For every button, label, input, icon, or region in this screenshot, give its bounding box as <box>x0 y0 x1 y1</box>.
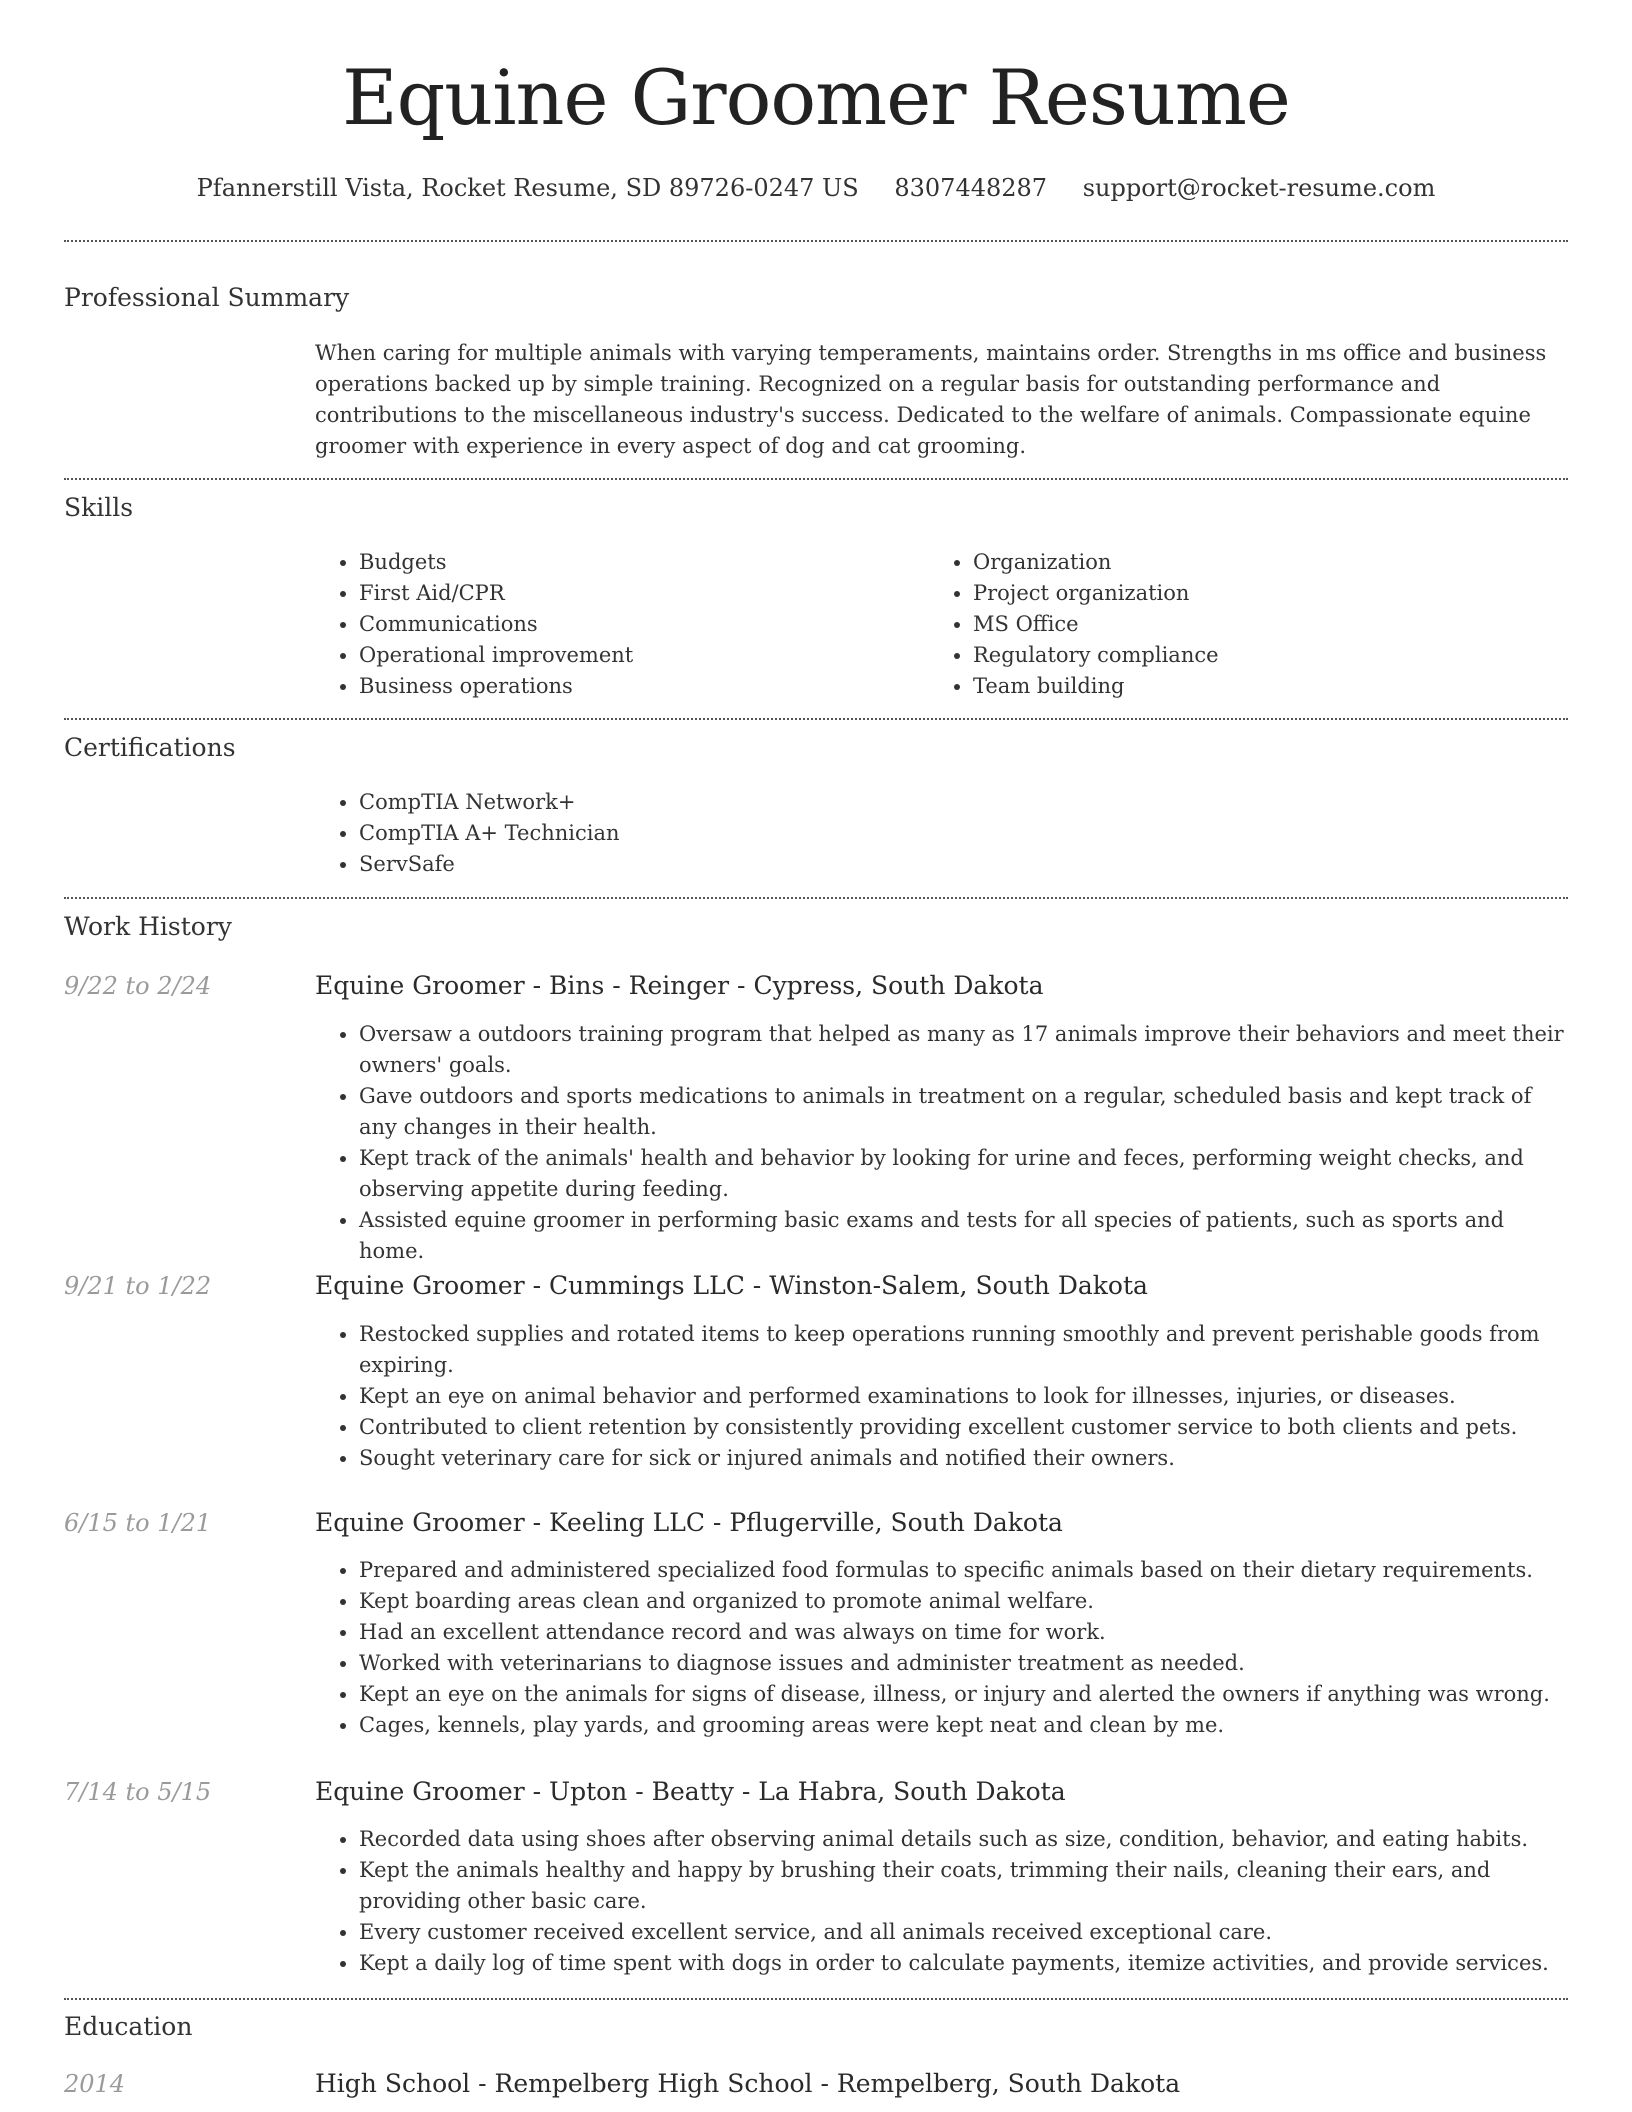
job-bullet-item: • Every customer received excellent service, and all animals received exceptional care. <box>359 1917 1570 1948</box>
job-bullet-item: • Kept an eye on the animals for signs of disease, illness, or injury and alerted the owners if anything was wrong. <box>359 1679 1570 1710</box>
job-dates: 6/15 to 1/21 <box>64 1509 212 1537</box>
section-divider <box>64 478 1568 480</box>
skill-item: • Regulatory compliance <box>973 640 1489 671</box>
contact-email[interactable]: support@rocket-resume.com <box>1082 174 1436 202</box>
contact-row <box>0 170 1632 206</box>
skill-item: • MS Office <box>973 609 1489 640</box>
job-title: Equine Groomer - Keeling LLC - Pflugerville, South Dakota <box>315 1508 1063 1537</box>
job-bullet-item: • Kept boarding areas clean and organized to promote animal welfare. <box>359 1586 1570 1617</box>
section-title-summary: Professional Summary <box>64 283 350 312</box>
education-entry <box>315 2066 1180 2102</box>
skills-list-right <box>929 547 1489 702</box>
skill-item: • Project organization <box>973 578 1489 609</box>
job-bullet-item: • Kept an eye on animal behavior and performed examinations to look for illnesses, injuries, or diseases. <box>359 1381 1570 1412</box>
job-dates: 9/21 to 1/22 <box>64 1272 212 1300</box>
section-title-skills: Skills <box>64 493 134 522</box>
skill-item: • Organization <box>973 547 1489 578</box>
job-dates: 9/22 to 2/24 <box>64 972 212 1000</box>
skills-list-left <box>315 547 875 702</box>
job-bullet-item: • Had an excellent attendance record and was always on time for work. <box>359 1617 1570 1648</box>
certification-item: • CompTIA A+ Technician <box>359 818 1315 849</box>
job-title: Equine Groomer - Upton - Beatty - La Habra, South Dakota <box>315 1777 1066 1806</box>
section-title-work-history: Work History <box>64 912 232 941</box>
job-bullet-item: • Cages, kennels, play yards, and grooming areas were kept neat and clean by me. <box>359 1710 1570 1741</box>
job-dates: 7/14 to 5/15 <box>64 1778 212 1806</box>
section-divider <box>64 1998 1568 2000</box>
resume-title: Equine Groomer Resume <box>342 53 1290 142</box>
education-separator: - <box>478 2069 495 2098</box>
contact-phone: 8307448287 <box>894 174 1048 202</box>
job-bullet-item: • Restocked supplies and rotated items to keep operations running smoothly and prevent perishable goods from expiring. <box>359 1319 1570 1381</box>
job-bullet-item: • Recorded data using shoes after observing animal details such as size, condition, behavior, and eating habits. <box>359 1824 1570 1855</box>
skill-item: • Communications <box>359 609 875 640</box>
job-bullet-item: • Gave outdoors and sports medications to animals in treatment on a regular, scheduled basis and kept track of any changes in their health. <box>359 1081 1570 1143</box>
job-title: Equine Groomer - Cummings LLC - Winston-Salem, South Dakota <box>315 1271 1148 1300</box>
job-bullet-item: • Assisted equine groomer in performing basic exams and tests for all species of patients, such as sports and home. <box>359 1205 1570 1267</box>
skill-item: • Business operations <box>359 671 875 702</box>
section-title-education: Education <box>64 2012 193 2041</box>
section-divider <box>64 897 1568 899</box>
job-bullet-item: • Kept track of the animals' health and behavior by looking for urine and feces, performing weight checks, and observing appetite during feeding. <box>359 1143 1570 1205</box>
job-bullets <box>315 1319 1570 1474</box>
job-title: Equine Groomer - Bins - Reinger - Cypress, South Dakota <box>315 971 1044 1000</box>
job-bullets <box>315 1555 1570 1741</box>
section-title-certifications: Certifications <box>64 733 236 762</box>
skill-item: • First Aid/CPR <box>359 578 875 609</box>
job-bullet-item: • Worked with veterinarians to diagnose issues and administer treatment as needed. <box>359 1648 1570 1679</box>
job-bullet-item: • Sought veterinary care for sick or injured animals and notified their owners. <box>359 1443 1570 1474</box>
certification-item: • ServSafe <box>359 849 1315 880</box>
summary-text: When caring for multiple animals with varying temperaments, maintains order. Strengths in ms office and business operations backed up by simple training. Recognized on a regular basis for outstanding performance and contributions to the miscellaneous industry's success. Dedicated to the welfare of animals. Compassionate equine groomer with experience in every aspect of dog and cat grooming. <box>315 341 1547 458</box>
section-divider <box>64 240 1568 242</box>
education-degree: High School <box>315 2069 471 2098</box>
certification-item: • CompTIA Network+ <box>359 787 1315 818</box>
contact-address: Pfannerstill Vista, Rocket Resume, SD 89726-0247 US <box>196 174 859 202</box>
section-divider <box>64 718 1568 720</box>
job-bullet-item: • Kept a daily log of time spent with dogs in order to calculate payments, itemize activities, and provide services. <box>359 1948 1570 1979</box>
education-school: Rempelberg High School - Rempelberg, South Dakota <box>494 2069 1181 2098</box>
skill-item: • Team building <box>973 671 1489 702</box>
job-bullets <box>315 1019 1570 1267</box>
job-bullet-item: • Kept the animals healthy and happy by brushing their coats, trimming their nails, cleaning their ears, and providing other basic care. <box>359 1855 1570 1917</box>
job-bullet-item: • Prepared and administered specialized food formulas to specific animals based on their dietary requirements. <box>359 1555 1570 1586</box>
job-bullet-item: • Contributed to client retention by consistently providing excellent customer service to both clients and pets. <box>359 1412 1570 1443</box>
job-bullets <box>315 1824 1570 1979</box>
certifications-list <box>315 787 1315 880</box>
education-year: 2014 <box>64 2070 126 2098</box>
skill-item: • Operational improvement <box>359 640 875 671</box>
job-bullet-item: • Oversaw a outdoors training program that helped as many as 17 animals improve their behaviors and meet their owners' goals. <box>359 1019 1570 1081</box>
skill-item: • Budgets <box>359 547 875 578</box>
